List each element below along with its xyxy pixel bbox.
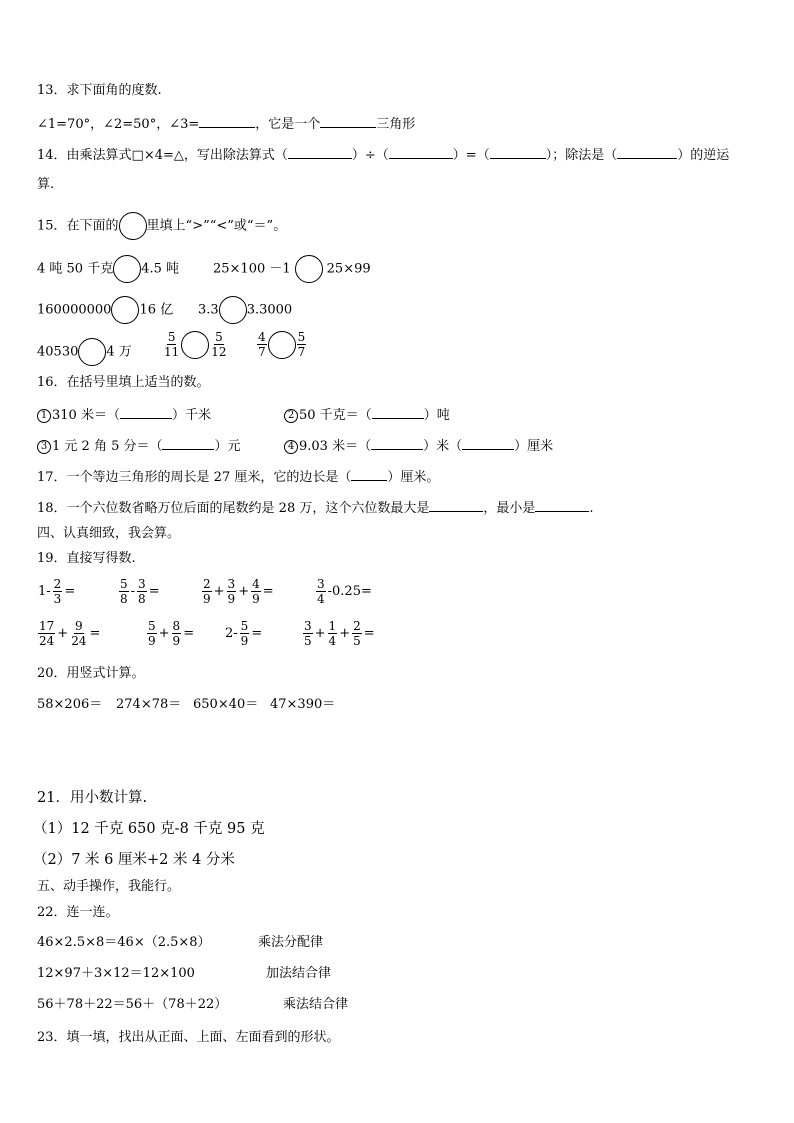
q15-circle-6[interactable] (181, 331, 209, 359)
q16-text-4a: 9.03 米＝（ (299, 439, 372, 454)
q22-left-3[interactable]: 56＋78＋22＝56＋（78＋22） (37, 997, 228, 1012)
q15-r1b: 4.5 吨 (141, 261, 180, 277)
q15-row2-left (37, 296, 173, 324)
q16-item-4 (284, 437, 553, 455)
q23-title: 23．填一填，找出从正面、上面、左面看到的形状。 (37, 1030, 340, 1045)
q19-expr-2: $\frac{5}{8}$ - $\frac{3}{8}$ = (120, 577, 160, 606)
q16-title: 16．在括号里填上适当的数。 (37, 375, 210, 390)
q13-text-c: 三角形 (376, 117, 416, 132)
q15-circle-sample (119, 212, 147, 240)
q20-calc-1: 58×206＝ (37, 697, 103, 712)
q16-text-1b: ）千米 (171, 408, 211, 423)
q15-title-a: 15．在下面的 (37, 218, 119, 234)
q20-title: 20．用竖式计算。 (37, 666, 145, 681)
q15-row3-right (256, 330, 307, 359)
q13-text-b: ，它是一个 (255, 117, 321, 132)
q22-right-3[interactable]: 乘法结合律 (283, 997, 349, 1012)
q22-left-1[interactable]: 46×2.5×8＝46×（2.5×8） (37, 935, 211, 950)
q14-text-1: 14．由乘法算式□×4=△，写出除法算式（ (37, 148, 288, 163)
q15-row1-left (37, 255, 179, 283)
q14-text-5: ）的逆运 (677, 148, 730, 163)
q16-item-1 (37, 406, 211, 424)
q16-text-3b: ）元 (214, 439, 241, 454)
q13-blank-type[interactable] (320, 115, 376, 128)
q15-fraction-3: $\frac{4}{7}$ (258, 330, 266, 359)
q15-r2a: 160000000 (37, 302, 112, 318)
q15-r1d: 25×99 (326, 261, 371, 277)
q16-num-2: 2 (284, 409, 298, 423)
q14-cont: 算. (37, 177, 55, 192)
section-4-heading: 四、认真细致，我会算。 (37, 526, 181, 541)
q13-line (37, 115, 415, 133)
q15-row3-left (37, 338, 132, 366)
q15-r3b: 4 万 (106, 344, 132, 360)
q16-blank-4b[interactable] (462, 437, 514, 450)
q15-title (37, 212, 286, 240)
q18-blank-max[interactable] (429, 499, 483, 512)
q15-fraction-4: $\frac{5}{7}$ (297, 330, 306, 359)
q16-num-3: 3 (37, 440, 51, 454)
q14-blank-1[interactable] (288, 146, 352, 159)
q22-right-1[interactable]: 乘法分配律 (258, 935, 324, 950)
q15-r1c: 25×100 －1 (213, 261, 291, 277)
q16-num-1: 1 (37, 409, 51, 423)
q16-text-4c: ）厘米 (514, 439, 554, 454)
q15-circle-2[interactable] (295, 255, 323, 283)
q14-blank-3[interactable] (490, 146, 546, 159)
q22-title: 22．连一连。 (37, 905, 119, 920)
q16-blank-4a[interactable] (371, 437, 423, 450)
q18-blank-min[interactable] (535, 499, 589, 512)
q15-circle-7[interactable] (268, 331, 296, 359)
q17-blank[interactable] (351, 468, 387, 481)
q19-expr-4: $\frac{3}{4}$ -0.25= (317, 577, 372, 606)
q16-text-2b: ）吨 (423, 408, 450, 423)
q19-expr-5: $\frac{17}{24}$ + $\frac{9}{24}$ = (39, 619, 101, 648)
q16-num-4: 4 (284, 440, 298, 454)
section-5-heading: 五、动手操作，我能行。 (37, 879, 181, 894)
q16-blank-2[interactable] (372, 406, 424, 419)
q16-item-2 (284, 406, 450, 424)
q15-row3-mid (162, 330, 229, 359)
q13-text-a: ∠1=70°，∠2=50°，∠3= (37, 117, 200, 132)
q14-text-2: ）÷（ (351, 148, 389, 163)
q15-r3a: 40530 (37, 344, 79, 360)
q14-line (37, 146, 729, 164)
q22-right-2[interactable]: 加法结合律 (266, 966, 332, 981)
q16-text-2a: 50 千克＝（ (299, 408, 372, 423)
q15-circle-3[interactable] (111, 296, 139, 324)
q14-blank-2[interactable] (389, 146, 453, 159)
q19-expr-8: $\frac{3}{5}$ + $\frac{1}{4}$ + $\frac{2}{5}$ = (304, 619, 375, 648)
q15-r2c: 3.3 (198, 302, 219, 318)
q14-text-3: ）=（ (452, 148, 490, 163)
q15-row2-right (198, 296, 292, 324)
q17-line (37, 468, 439, 486)
q18-line (37, 499, 594, 517)
q19-expr-7: 2- $\frac{5}{9}$ = (225, 619, 263, 648)
q19-expr-3: $\frac{2}{9}$ + $\frac{3}{9}$ + $\frac{4}{9}$ = (203, 577, 274, 606)
q13-title: 13．求下面角的度数. (37, 83, 162, 98)
q15-title-b: 里填上“>”“<”或“＝”。 (146, 218, 287, 234)
q22-left-2[interactable]: 12×97＋3×12＝12×100 (37, 966, 195, 981)
q14-blank-4[interactable] (617, 146, 677, 159)
q16-text-3a: 1 元 2 角 5 分＝（ (52, 439, 163, 454)
q19-expr-1: 1- $\frac{2}{3}$ = (38, 577, 76, 606)
q15-r2d: 3.3000 (246, 302, 293, 318)
q20-calc-3: 650×40＝ (193, 697, 259, 712)
q16-text-4b: ）米（ (423, 439, 463, 454)
q18-text-b: ，最小是 (483, 501, 536, 516)
q18-text-c: . (589, 501, 594, 516)
q21-title: 21．用小数计算. (37, 790, 148, 806)
q15-circle-1[interactable] (113, 255, 141, 283)
q15-r1a: 4 吨 50 千克 (37, 261, 114, 277)
q15-fraction-2: $\frac{5}{12}$ (211, 330, 227, 359)
q21-item-1: （1）12 千克 650 克-8 千克 95 克 (33, 821, 265, 837)
q15-fraction-1: $\frac{5}{11}$ (164, 330, 180, 359)
q20-calc-2: 274×78＝ (116, 697, 182, 712)
q21-item-2: （2）7 米 6 厘米+2 米 4 分米 (33, 852, 235, 868)
q15-circle-4[interactable] (219, 296, 247, 324)
q18-text-a: 18．一个六位数省略万位后面的尾数约是 28 万，这个六位数最大是 (37, 501, 430, 516)
fraction: $\frac{2}{3}$ (53, 577, 62, 606)
q20-calc-4: 47×390＝ (270, 697, 336, 712)
q16-blank-1[interactable] (120, 406, 172, 419)
q15-circle-5[interactable] (78, 338, 106, 366)
q19-expr-6: $\frac{5}{9}$ + $\frac{8}{9}$ = (148, 619, 195, 648)
q13-blank-angle[interactable] (199, 115, 255, 128)
q15-row1-right (213, 255, 371, 283)
q16-blank-3[interactable] (162, 437, 214, 450)
q16-item-3 (37, 437, 241, 455)
q14-text-4: ）；除法是（ (545, 148, 618, 163)
q17-text-a: 17．一个等边三角形的周长是 27 厘米，它的边长是（ (37, 470, 352, 485)
q17-text-b: ）厘米。 (387, 470, 440, 485)
q15-r2b: 16 亿 (139, 302, 174, 318)
q16-text-1a: 310 米＝（ (52, 408, 120, 423)
q19-title: 19．直接写得数. (37, 551, 136, 566)
